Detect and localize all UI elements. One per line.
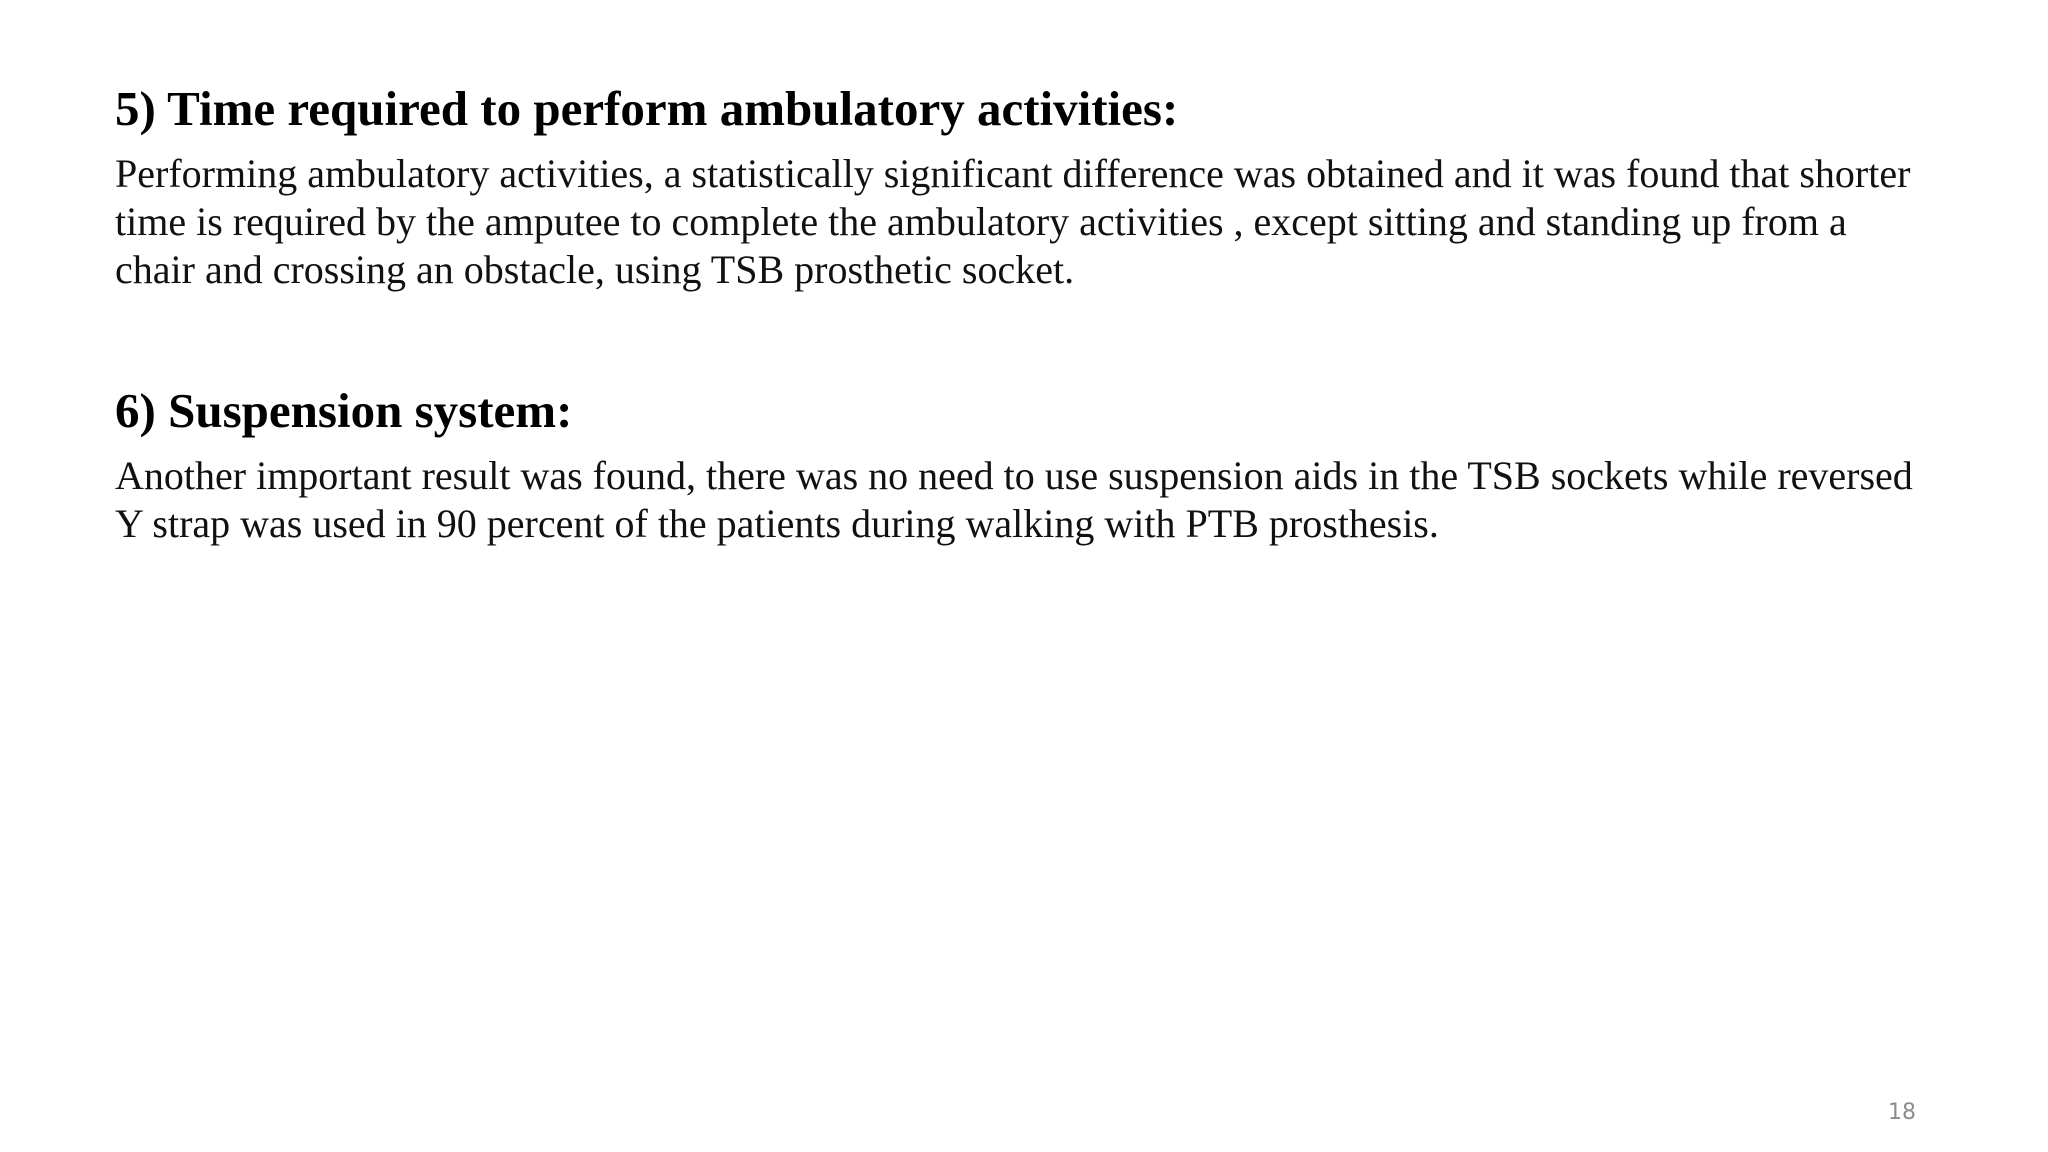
section-heading: 5) Time required to perform ambulatory activities: <box>115 81 1179 136</box>
section-body: Another important result was found, there was no need to use suspension aids in the TSB sockets while reversed Y strap was used in 90 percent of the patients during walking with PTB prosthesis. <box>115 453 1913 546</box>
section-body: Performing ambulatory activities, a statistically significant difference was obtained and it was found that shorter time is required by the amputee to complete the ambulatory activities , except sitting and standing up from a chair and crossing an obstacle, using TSB prosthetic socket. <box>115 151 1911 292</box>
page-number: 18 <box>1888 1100 1916 1125</box>
section-time-required <box>115 76 1935 294</box>
section-suspension-system <box>115 378 1935 548</box>
section-heading: 6) Suspension system: <box>115 383 573 438</box>
slide-content <box>115 76 1935 548</box>
